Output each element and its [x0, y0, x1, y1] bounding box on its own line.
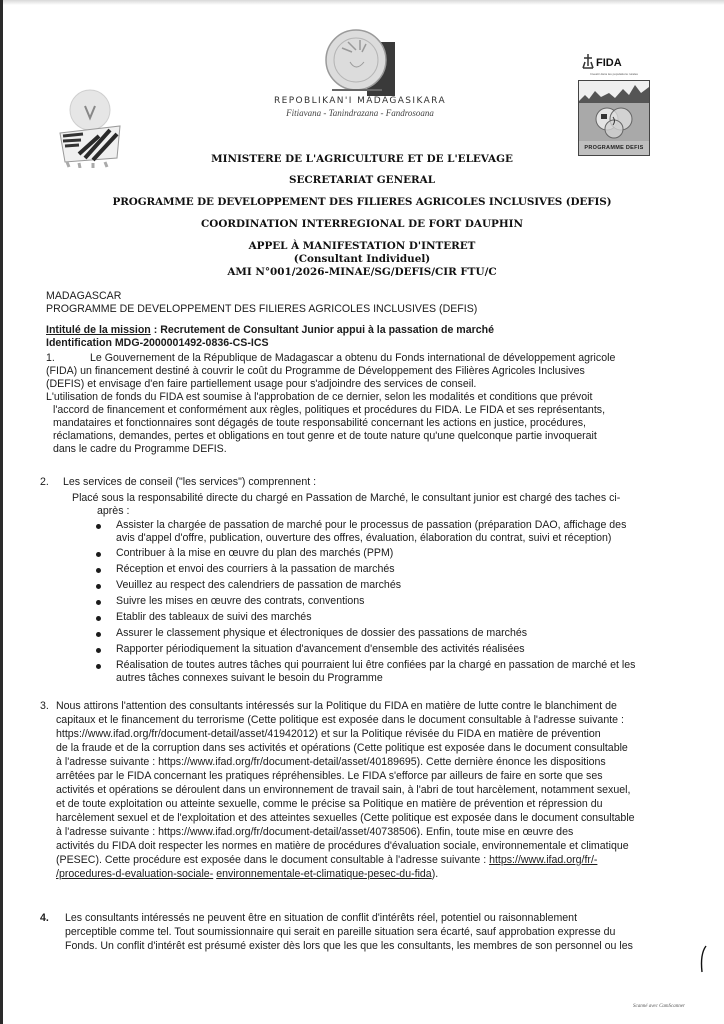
secretariat-heading: SECRETARIAT GENERAL [288, 174, 436, 186]
section3-line: capitaux et le financement du terrorisme (Cette politique est exposée dans le document consultable à l'adresse suivante : [56, 714, 624, 726]
task-item: Assurer le classement physique et électroniques de dossier des passations de marchés [116, 627, 528, 639]
section1-line: (DEFIS) et envisage d'en faire partiellement usage pour s'adjoindre des services de conseil. [46, 378, 477, 390]
task-item: autres tâches connexes suivant le besoin du Programme [116, 672, 383, 684]
pesec-link[interactable]: /procedures-d-evaluation-sociale- [56, 868, 214, 880]
section4-line: Fonds. Un conflit d'intérêt est présumé exister dès lors que les que les consultants, les membres de son personnel ou les [65, 940, 633, 952]
task-item: Veuillez au respect des calendriers de passation de marchés [116, 579, 402, 591]
section3-line: activités et opérations se déroulent dans un environnement de travail sain, à l'abri de tout harcèlement, notamment sexuel, [56, 784, 631, 796]
section2-title: Les services de conseil ("les services") comprennent : [63, 476, 317, 488]
bullet-icon [96, 632, 101, 637]
section1-line: (FIDA) un financement destiné à couvrir le coût du Programme de Développement des Filières Agricoles Inclusives [46, 365, 585, 377]
task-item: Rapporter périodiquement la situation d'avancement d'ensemble des activités réalisées [116, 643, 525, 655]
task-item: avis d'appel d'offre, publication, ouverture des offres, évaluation, élaboration du contrat, suivi et réception) [116, 532, 612, 544]
pesec-link[interactable]: https://www.ifad.org/fr/- [489, 854, 598, 866]
call-subtitle: (Consultant Individuel) [293, 253, 431, 265]
pesec-link[interactable]: environnementale-et-climatique-pesec-du-fida [216, 868, 432, 880]
section3-line: harcèlement sexuel et de l'exploitation et des atteintes sexuelles (Cette politique est exposée dans le document consultable [56, 812, 635, 824]
task-item: Suivre les mises en œuvre des contrats, conventions [116, 595, 365, 607]
task-item: Réception et envoi des courriers à la passation de marchés [116, 563, 395, 575]
section1-line: l'accord de financement et conformément aux règles, politiques et procédures du FIDA. Le FIDA et ses représentants, [53, 404, 606, 416]
section3-line: https://www.ifad.org/fr/document-detail/asset/41942012) et sur la Politique révisée du FIDA en matière de prévention [56, 728, 601, 740]
task-item: Réalisation de toutes autres tâches qui pourraient lui être confiées par la chargé en passation de marché et les [116, 659, 636, 671]
programme-line: PROGRAMME DE DEVELOPPEMENT DES FILIERES AGRICOLES INCLUSIVES (DEFIS) [46, 303, 478, 315]
fida-tagline: Investir dans les populations rurales [590, 72, 638, 76]
republic-seal-icon [322, 28, 398, 98]
scan-top-edge [0, 0, 724, 5]
republic-name: REPOBLIKAN'I MADAGASIKARA [273, 96, 447, 106]
fida-logo-text: FIDA [596, 57, 622, 69]
section3-line [56, 868, 438, 881]
section3-link-end: ). [431, 868, 439, 880]
section3-line: à l'adresse suivante : https://www.ifad.org/fr/document-detail/asset/40738506). Enfin, toute mise en œuvre des [56, 826, 574, 838]
section1-line: dans le cadre du Programme DEFIS. [53, 443, 227, 455]
section3-number: 3. [40, 700, 49, 712]
coordination-heading: COORDINATION INTERREGIONAL DE FORT DAUPHIN [201, 218, 523, 230]
section3-line-text: (PESEC). Cette procédure est exposée dans le document consultable à l'adresse suivante : [56, 854, 487, 866]
section4-line: Les consultants intéressés ne peuvent être en situation de conflit d'intérêts réel, potentiel ou raisonnablement [65, 912, 578, 924]
section3-line: de la fraude et de la corruption dans ses activités et opérations (Cette politique est exposée dans le document consultable [56, 742, 628, 754]
scanner-watermark: Scanné avec CamScanner [633, 1004, 685, 1009]
task-item: Etablir des tableaux de suivi des marchés [116, 611, 312, 623]
bullet-icon [96, 568, 101, 573]
task-item: Contribuer à la mise en œuvre du plan des marchés (PPM) [116, 547, 394, 559]
bullet-icon [96, 584, 101, 589]
republic-motto: Fitiavana - Tanindrazana - Fandrosoana [286, 108, 434, 118]
section1-line: L'utilisation de fonds du FIDA est soumise à l'approbation de ce dernier, selon les modalités et conditions que prévoit [46, 391, 593, 403]
bullet-icon [96, 524, 101, 529]
mission-line [46, 324, 494, 337]
bullet-icon [96, 664, 101, 669]
section4-number: 4. [40, 912, 49, 924]
section2-intro: après : [97, 505, 130, 517]
section1-line: mandataires et fonctionnaires sont dégagés de toute responsabilité concernant les actions en justice, procédures, [53, 417, 586, 429]
bullet-icon [96, 600, 101, 605]
section3-line [56, 854, 597, 867]
section3-line: arrêtées par le FIDA concernant les pratiques répréhensibles. Le FIDA s'efforce par ailleurs de faire en sorte que ses [56, 770, 603, 782]
fida-emblem-icon [580, 52, 596, 72]
programme-defis-emblem-icon [579, 81, 649, 141]
identification-line: Identification MDG-2000001492-0836-CS-ICS [46, 337, 269, 349]
section1-number: 1. [46, 352, 55, 364]
country-line: MADAGASCAR [46, 290, 122, 302]
section1-line: Le Gouvernement de la République de Madagascar a obtenu du Fonds international de développement agricole [90, 352, 616, 364]
programme-heading: PROGRAMME DE DEVELOPPEMENT DES FILIERES AGRICOLES INCLUSIVES (DEFIS) [112, 196, 612, 208]
bullet-icon [96, 648, 101, 653]
mission-label: Intitulé de la mission [46, 324, 151, 336]
section3-line: et de toute exploitation ou atteinte sexuelle, comme le précise sa Politique en matière de prévention et répression du [56, 798, 603, 810]
section2-number: 2. [40, 476, 49, 488]
bullet-icon [96, 552, 101, 557]
section3-line: activités du FIDA doit respecter les normes en matière de procédures d'évaluation sociale, environnementale et climatique [56, 840, 629, 852]
initial-mark-icon [698, 944, 708, 974]
programme-defis-label: PROGRAMME DEFIS [584, 145, 644, 151]
section3-line: Nous attirons l'attention des consultants intéressés sur la Politique du FIDA en matière de lutte contre le blanchiment de [56, 700, 617, 712]
call-reference: AMI N°001/2026-MINAE/SG/DEFIS/CIR FTU/C [227, 266, 497, 278]
call-title: APPEL À MANIFESTATION D'INTERET [248, 240, 476, 252]
section1-line: réclamations, demandes, pertes et obligations en tout genre et de toute nature qu'une quelconque partie invoquerait [53, 430, 597, 442]
task-item: Assister la chargée de passation de marché pour le processus de passation (préparation DAO, affichage des [116, 519, 627, 531]
section4-line: perceptible comme tel. Tout soumissionnaire qui serait en pareille situation sera écarté, sauf approbation expresse du [65, 926, 616, 938]
section3-line: à l'adresse suivante : https://www.ifad.org/fr/document-detail/asset/40189695). Cette dernière énonce les dispositions [56, 756, 606, 768]
ministry-heading: MINISTERE DE L'AGRICULTURE ET DE L'ELEVAGE [211, 153, 513, 165]
bullet-icon [96, 616, 101, 621]
section2-intro: Placé sous la responsabilité directe du chargé en Passation de Marché, le consultant junior est chargé des taches ci- [72, 492, 621, 504]
mission-value: : Recrutement de Consultant Junior appui à la passation de marché [150, 324, 494, 336]
